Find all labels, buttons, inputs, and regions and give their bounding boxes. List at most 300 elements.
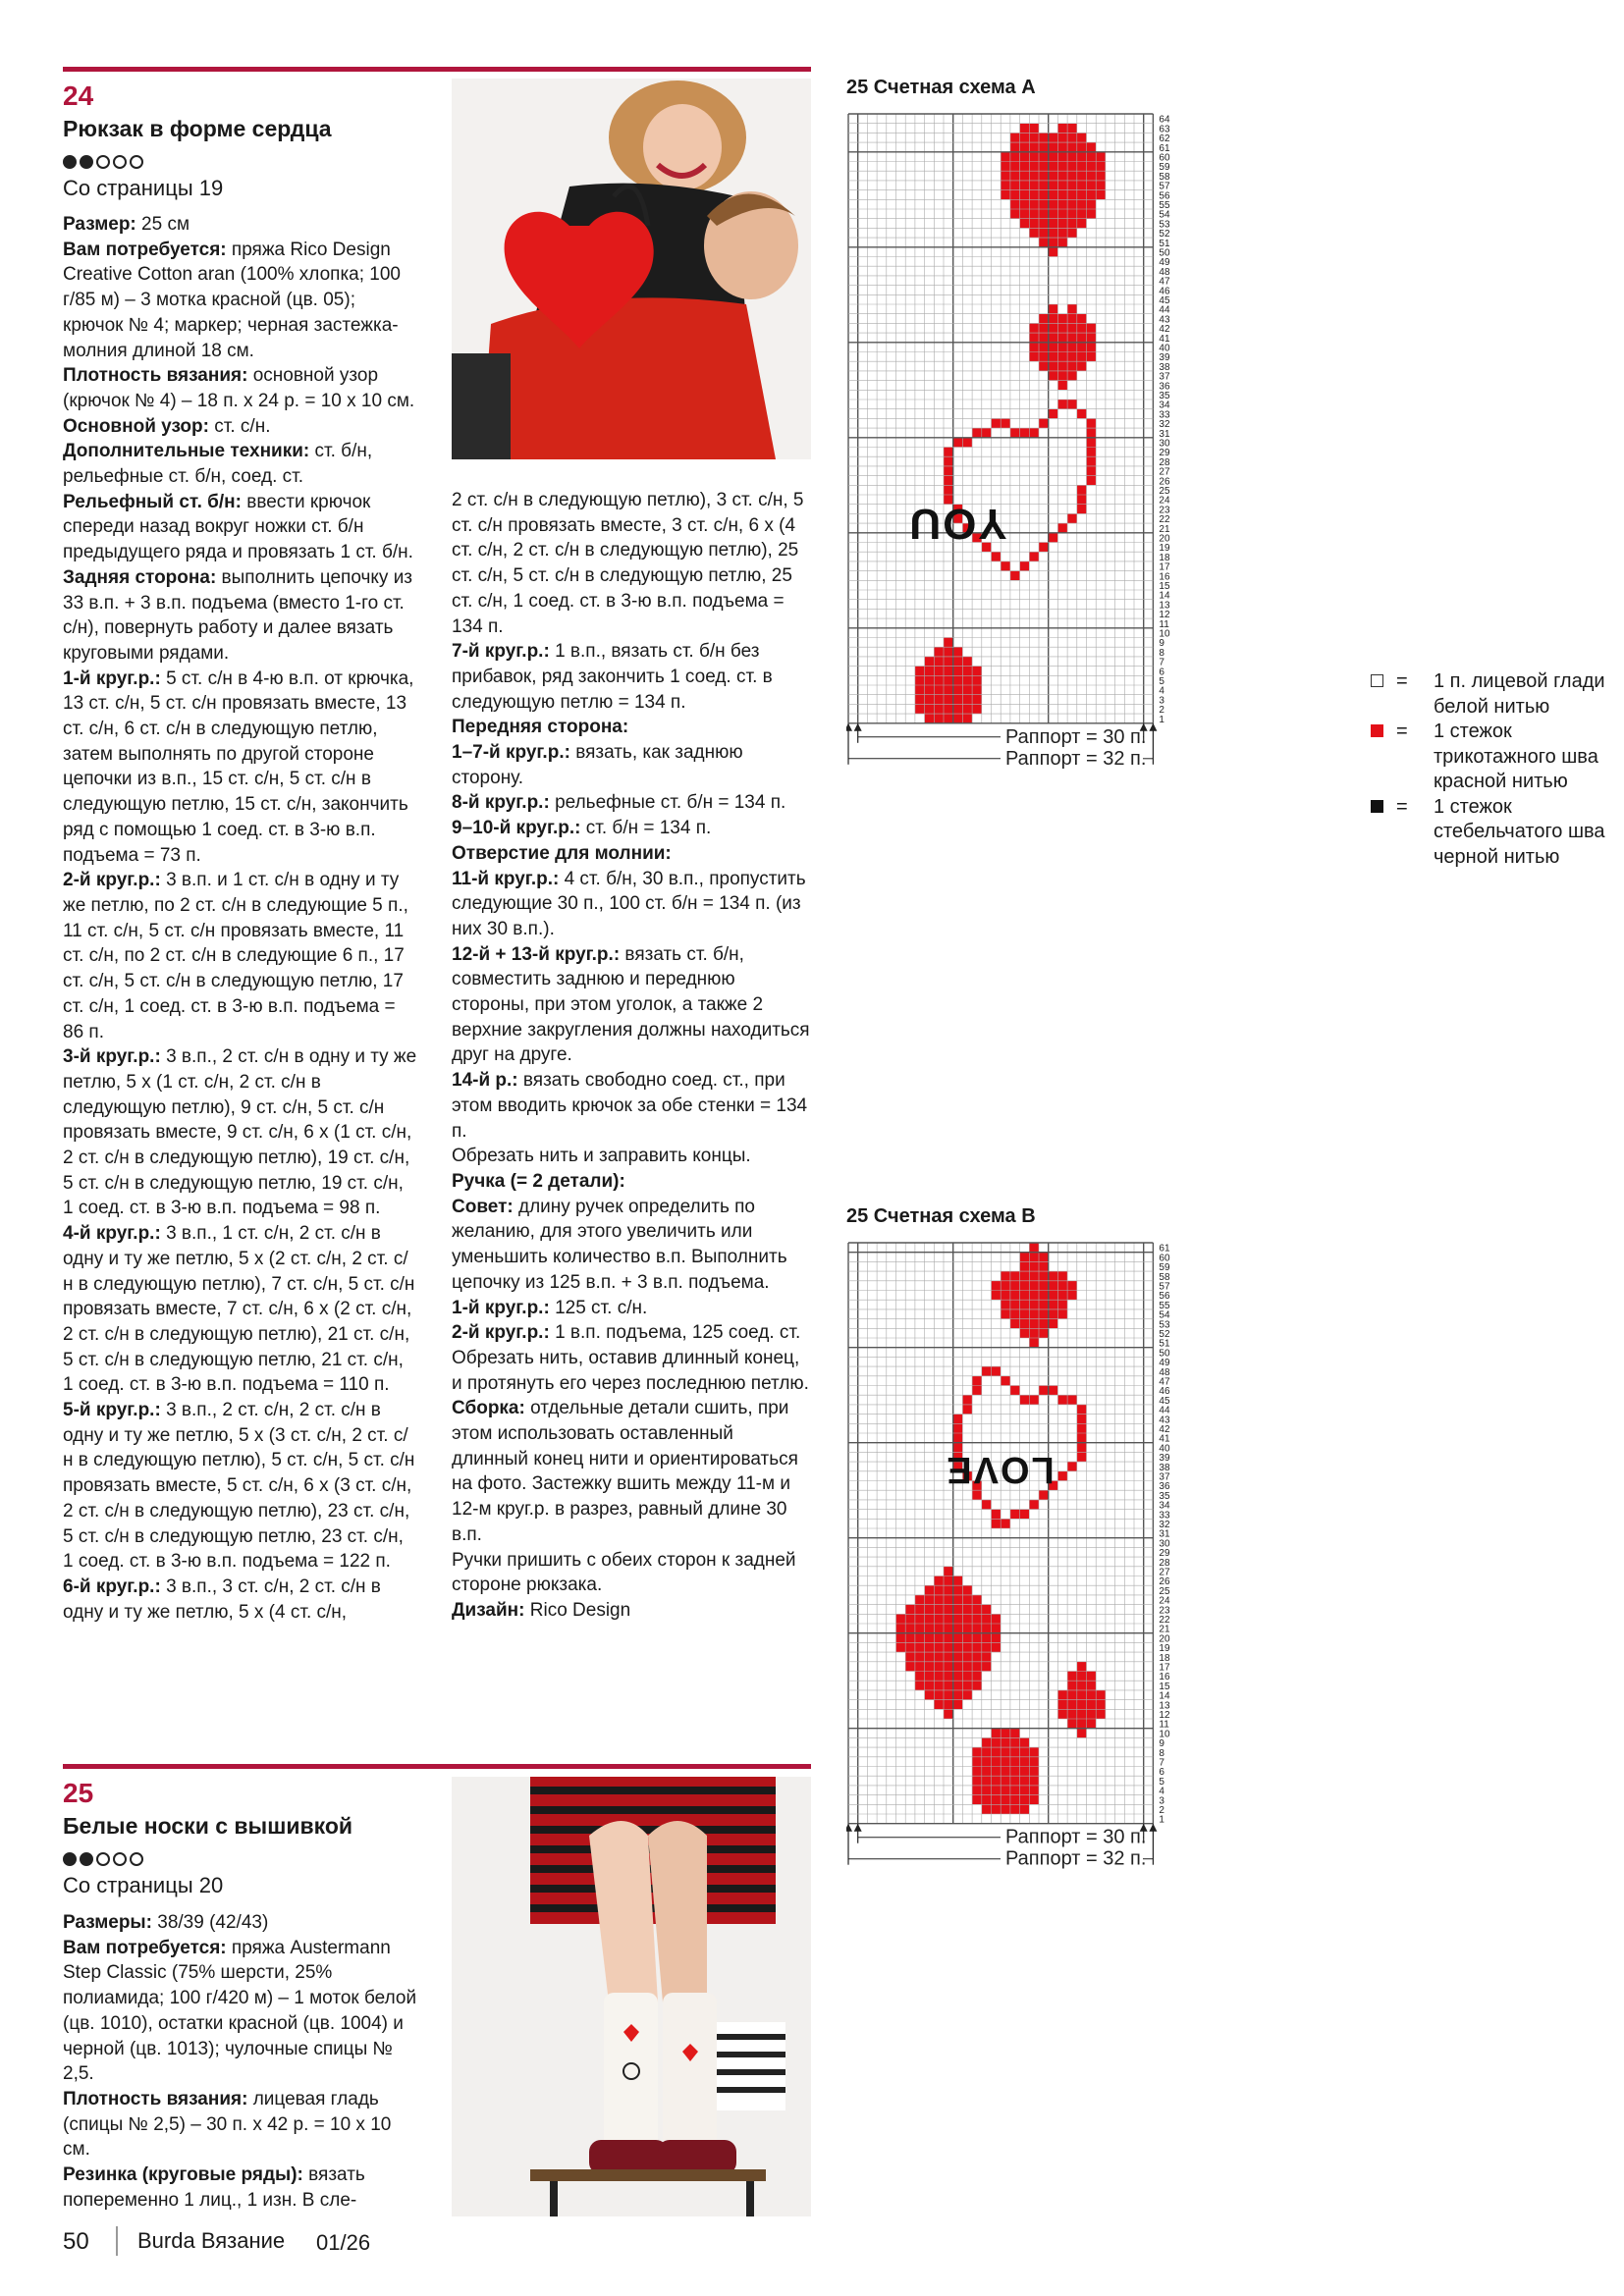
page-number: 50 <box>63 2228 89 2255</box>
chart-cell <box>1067 343 1077 352</box>
row-number: 32 <box>1159 419 1170 431</box>
chart-cell <box>992 1729 1001 1738</box>
instruction-paragraph: Задняя сторона: выполнить цепочку из 33 в.п. + 3 в.п. подъема (вместо 1-го ст. с/н), повернуть работу и далее вязать круговыми рядами. <box>63 566 413 664</box>
chart-cell <box>1049 343 1058 352</box>
chart-cell <box>1049 304 1058 314</box>
chart-cell <box>934 1662 944 1672</box>
chart-cell <box>1087 162 1097 172</box>
chart-cell <box>1049 133 1058 142</box>
chart-cell <box>972 675 982 685</box>
chart-cell <box>915 1642 925 1652</box>
chart-cell <box>1029 1786 1039 1795</box>
chart-cell <box>925 1652 935 1662</box>
instructions-24-col2 <box>452 488 811 1624</box>
chart-cell <box>1039 1261 1049 1271</box>
chart-word: LOVE <box>945 1449 1055 1490</box>
chart-cell <box>1029 1281 1039 1291</box>
chart-cell <box>944 476 953 486</box>
row-number: 31 <box>1159 428 1170 440</box>
chart-cell <box>1001 1804 1010 1814</box>
row-number: 48 <box>1159 266 1170 278</box>
chart-cell <box>905 1642 915 1652</box>
chart-cell <box>982 1366 992 1376</box>
row-number: 36 <box>1159 1481 1170 1493</box>
rapport-30-label: Раппорт = 30 п. <box>1005 1826 1147 1848</box>
chart-cell <box>944 1700 953 1710</box>
row-number: 29 <box>1159 1548 1170 1560</box>
chart-cell <box>944 667 953 676</box>
chart-cell <box>1020 1309 1030 1319</box>
chart-cell <box>953 1595 963 1605</box>
row-number: 31 <box>1159 1528 1170 1540</box>
chart-cell <box>934 1652 944 1662</box>
chart-cell <box>1077 133 1087 142</box>
chart-cell <box>934 714 944 723</box>
chart-cell <box>1010 1386 1020 1396</box>
chart-cell <box>925 1585 935 1595</box>
chart-cell <box>972 1605 982 1615</box>
chart-cell <box>1057 1291 1067 1301</box>
row-number: 59 <box>1159 1262 1170 1274</box>
chart-cell <box>1049 209 1058 219</box>
chart-cell <box>1029 343 1039 352</box>
instruction-paragraph: 14-й р.: вязать свободно соед. ст., при этом вводить крючок за обе стенки = 134 п. <box>452 1070 808 1142</box>
instruction-paragraph: Основной узор: ст. с/н. <box>63 415 271 437</box>
chart-cell <box>982 1737 992 1747</box>
chart-cell <box>1020 1291 1030 1301</box>
instruction-paragraph: Обрезать нить, оставив длинный конец, и протянуть его через последнюю петлю. <box>452 1347 809 1394</box>
chart-cell <box>925 657 935 667</box>
chart-cell <box>962 1585 972 1595</box>
chart-cell <box>1039 152 1049 162</box>
chart-cell <box>1067 142 1077 152</box>
chart-cell <box>953 675 963 685</box>
chart-cell <box>1020 1795 1030 1805</box>
chart-cell <box>972 695 982 705</box>
row-number: 10 <box>1159 1729 1170 1740</box>
chart-cell <box>1049 1291 1058 1301</box>
chart-cell <box>944 1576 953 1586</box>
chart-cell <box>1049 228 1058 238</box>
chart-cell <box>1067 323 1077 333</box>
instruction-paragraph: 7-й круг.р.: 1 в.п., вязать ст. б/н без прибавок, ряд закончить 1 соед. ст. в следующую петлю = 134 п. <box>452 641 773 713</box>
chart-cell <box>953 1700 963 1710</box>
chart-cell <box>925 1624 935 1633</box>
chart-cell <box>1077 1729 1087 1738</box>
chart-cell <box>992 1747 1001 1757</box>
row-number: 57 <box>1159 181 1170 192</box>
chart-cell <box>915 1633 925 1643</box>
chart-cell <box>1057 124 1067 133</box>
row-number: 9 <box>1159 638 1164 650</box>
instruction-paragraph: Плотность вязания: лицевая гладь (спицы № 2,5) – 30 п. х 42 р. = 10 х 10 см. <box>63 2088 392 2161</box>
chart-cell <box>944 1633 953 1643</box>
row-number: 5 <box>1159 1776 1164 1788</box>
chart-cell <box>982 1605 992 1615</box>
row-number: 45 <box>1159 295 1170 306</box>
instruction-paragraph: Дизайн: Rico Design <box>452 1599 631 1621</box>
chart-cell <box>962 1605 972 1615</box>
chart-cell <box>1057 1471 1067 1481</box>
chart-cell <box>934 1700 944 1710</box>
chart-cell <box>1020 209 1030 219</box>
chart-cell <box>934 1585 944 1595</box>
chart-cell <box>1001 171 1010 181</box>
project-title-25: Белые носки с вышивкой <box>63 1813 353 1839</box>
chart-cell <box>1020 152 1030 162</box>
row-number: 27 <box>1159 466 1170 478</box>
chart-cell <box>1039 1253 1049 1262</box>
chart-cell <box>1001 1271 1010 1281</box>
chart-cell <box>1020 1328 1030 1338</box>
legend-item-black: = 1 стежок стебельчатого шва черной нитью <box>1371 795 1606 871</box>
row-number: 9 <box>1159 1738 1164 1750</box>
chart-cell <box>1049 361 1058 371</box>
chart-cell <box>1020 428 1030 438</box>
chart-cell <box>915 667 925 676</box>
chart-cell <box>1049 1309 1058 1319</box>
chart-cell <box>925 1605 935 1615</box>
chart-cell <box>1010 199 1020 209</box>
chart-cell <box>992 1776 1001 1786</box>
section-rule-25 <box>63 1764 811 1769</box>
chart-cell <box>972 428 982 438</box>
chart-cell <box>1049 1300 1058 1309</box>
chart-cell <box>925 1662 935 1672</box>
chart-cell <box>953 1652 963 1662</box>
row-number: 54 <box>1159 209 1170 221</box>
chart-cell <box>992 1786 1001 1795</box>
chart-cell <box>905 1652 915 1662</box>
chart-cell <box>1010 1767 1020 1777</box>
chart-cell <box>1057 142 1067 152</box>
row-number: 35 <box>1159 391 1170 401</box>
row-number: 20 <box>1159 1633 1170 1645</box>
chart-cell <box>934 1681 944 1690</box>
chart-cell <box>1057 323 1067 333</box>
chart-cell <box>925 1672 935 1682</box>
difficulty-dots-24 <box>63 152 146 175</box>
chart-cell <box>962 1595 972 1605</box>
chart-cell <box>944 695 953 705</box>
instruction-paragraph: Сборка: отдельные детали сшить, при этом использовать оставленный длинный конец нити и ориентироваться на фото. Застежку вшить между 11-м и 12-м круг.р. в разрез, равный длине 30 в.п. <box>452 1398 798 1545</box>
instruction-paragraph: 8-й круг.р.: рельефные ст. б/н = 134 п. <box>452 792 786 814</box>
chart-cell <box>896 1624 906 1633</box>
row-number: 37 <box>1159 1471 1170 1483</box>
chart-cell <box>953 667 963 676</box>
chart-cell <box>953 1433 963 1443</box>
chart-cell <box>1077 1690 1087 1700</box>
chart-cell <box>1039 343 1049 352</box>
chart-cell <box>1077 1662 1087 1672</box>
chart-cell <box>1029 1395 1039 1405</box>
chart-schema-a <box>846 110 1357 1150</box>
chart-cell <box>944 657 953 667</box>
chart-cell <box>934 1642 944 1652</box>
chart-cell <box>1049 371 1058 381</box>
chart-cell <box>962 438 972 448</box>
row-number: 2 <box>1159 1805 1164 1816</box>
row-number: 14 <box>1159 590 1170 602</box>
chart-cell <box>934 685 944 695</box>
row-number: 21 <box>1159 523 1170 535</box>
instruction-paragraph: Вам потребуется: пряжа Rico Design Creative Cotton aran (100% хлопка; 100 г/85 м) – 3 мотка красной (цв. 05); крючок № 4; маркер; черная застежка-молния длиной 18 см. <box>63 239 402 361</box>
chart-cell <box>1010 1786 1020 1795</box>
chart-cell <box>934 1624 944 1633</box>
chart-cell <box>992 1804 1001 1814</box>
chart-cell <box>962 1614 972 1624</box>
chart-cell <box>944 1690 953 1700</box>
chart-cell <box>1039 352 1049 362</box>
chart-cell <box>1029 219 1039 229</box>
chart-cell <box>915 1681 925 1690</box>
chart-cell <box>1001 418 1010 428</box>
chart-cell <box>896 1642 906 1652</box>
row-number: 46 <box>1159 286 1170 297</box>
chart-cell <box>982 1633 992 1643</box>
instruction-paragraph: Размеры: 38/39 (42/43) <box>63 1912 269 1933</box>
chart-cell <box>915 685 925 695</box>
row-number: 28 <box>1159 456 1170 468</box>
chart-cell <box>953 1614 963 1624</box>
chart-cell <box>1001 1795 1010 1805</box>
chart-cell <box>1057 1395 1067 1405</box>
chart-cell <box>982 1642 992 1652</box>
row-number: 38 <box>1159 1462 1170 1473</box>
chart-cell <box>915 1624 925 1633</box>
chart-cell <box>905 1614 915 1624</box>
row-number: 19 <box>1159 1643 1170 1655</box>
chart-cell <box>1077 361 1087 371</box>
chart-cell <box>1029 1795 1039 1805</box>
chart-cell <box>934 667 944 676</box>
row-number: 50 <box>1159 247 1170 259</box>
chart-cell <box>1010 142 1020 152</box>
rapport-32-label: Раппорт = 32 п. <box>1005 1847 1147 1870</box>
chart-cell <box>1096 190 1106 200</box>
instruction-paragraph: 5-й круг.р.: 3 в.п., 2 ст. с/н, 2 ст. с/н в одну и ту же петлю, 5 х (3 ст. с/н, 2 ст. с/н в следующую петлю), 5 ст. с/н, 5 ст. с/н провязать вместе, 5 ст. с/н, 6 х (3 ст. с/н, 2 ст. с/н в следующую петлю), 23 ст. с/н, 5 ст. с/н в следующую петлю, 23 ст. с/н, 1 соед. ст. в 3-ю в.п. подъема = 122 п. <box>63 1400 415 1573</box>
project-title-24: Рюкзак в форме сердца <box>63 116 332 141</box>
chart-cell <box>1010 171 1020 181</box>
chart-cell <box>1057 361 1067 371</box>
row-number: 3 <box>1159 695 1164 707</box>
row-number: 37 <box>1159 371 1170 383</box>
chart-cell <box>992 1767 1001 1777</box>
row-number: 50 <box>1159 1348 1170 1360</box>
chart-cell <box>1049 1319 1058 1329</box>
chart-cell <box>934 1595 944 1605</box>
chart-cell <box>1029 209 1039 219</box>
chart-cell <box>1039 1309 1049 1319</box>
chart-cell <box>1096 1700 1106 1710</box>
chart-cell <box>1020 1510 1030 1520</box>
chart-cell <box>1029 171 1039 181</box>
chart-cell <box>1010 1291 1020 1301</box>
chart-cell <box>1067 219 1077 229</box>
chart-cell <box>1029 133 1039 142</box>
chart-cell <box>1067 190 1077 200</box>
chart-cell <box>1020 561 1030 571</box>
chart-cell <box>1087 171 1097 181</box>
chart-cell <box>1029 1309 1039 1319</box>
chart-cell <box>1001 1281 1010 1291</box>
row-number: 16 <box>1159 1672 1170 1683</box>
row-number: 1 <box>1159 714 1164 725</box>
row-number: 6 <box>1159 1767 1164 1779</box>
row-number: 7 <box>1159 1757 1164 1769</box>
chart-cell <box>915 695 925 705</box>
chart-cell <box>972 1633 982 1643</box>
row-number: 11 <box>1159 618 1169 630</box>
chart-cell <box>1020 171 1030 181</box>
chart-cell <box>1029 162 1039 172</box>
row-number: 16 <box>1159 571 1170 583</box>
chart-cell <box>1087 152 1097 162</box>
chart-cell <box>1020 142 1030 152</box>
chart-cell <box>905 1624 915 1633</box>
chart-cell <box>992 552 1001 561</box>
chart-cell <box>982 1614 992 1624</box>
chart-cell <box>905 1633 915 1643</box>
chart-cell <box>1077 333 1087 343</box>
chart-cell <box>1087 333 1097 343</box>
row-number: 18 <box>1159 552 1170 563</box>
chart-cell <box>1001 181 1010 190</box>
chart-cell <box>1010 1281 1020 1291</box>
chart-cell <box>1067 181 1077 190</box>
chart-cell <box>1087 323 1097 333</box>
chart-cell <box>972 1614 982 1624</box>
photo-backpack <box>452 79 811 459</box>
legend-item-red: = 1 стежок трикотажного шва красной нитью <box>1371 720 1606 795</box>
chart-cell <box>1039 181 1049 190</box>
chart-cell <box>1049 181 1058 190</box>
chart-cell <box>944 704 953 714</box>
chart-cell <box>1029 1767 1039 1777</box>
chart-cell <box>972 1681 982 1690</box>
chart-cell <box>1067 1281 1077 1291</box>
chart-cell <box>944 714 953 723</box>
chart-cell <box>1010 1271 1020 1281</box>
chart-cell <box>944 1567 953 1576</box>
chart-cell <box>1087 448 1097 457</box>
chart-cell <box>953 1633 963 1643</box>
chart-cell <box>1057 352 1067 362</box>
chart-cell <box>1057 1281 1067 1291</box>
chart-cell <box>1020 181 1030 190</box>
row-number: 20 <box>1159 533 1170 545</box>
chart-cell <box>925 1690 935 1700</box>
row-number: 12 <box>1159 610 1170 621</box>
chart-cell <box>925 695 935 705</box>
row-number: 15 <box>1159 1681 1170 1692</box>
chart-cell <box>972 1776 982 1786</box>
chart-cell <box>972 1786 982 1795</box>
chart-cell <box>1020 1271 1030 1281</box>
row-number: 44 <box>1159 1405 1170 1416</box>
row-number: 22 <box>1159 514 1170 526</box>
row-number: 17 <box>1159 1662 1170 1674</box>
chart-cell <box>1029 1338 1039 1348</box>
chart-cell <box>1010 1795 1020 1805</box>
chart-cell <box>1077 314 1087 324</box>
chart-cell <box>1077 190 1087 200</box>
chart-cell <box>925 1614 935 1624</box>
instruction-paragraph: Ручка (= 2 детали): <box>452 1170 625 1192</box>
chart-cell <box>1029 228 1039 238</box>
row-number: 28 <box>1159 1557 1170 1569</box>
project-number-25: 25 <box>63 1778 94 1808</box>
chart-cell <box>1020 219 1030 229</box>
chart-cell <box>962 667 972 676</box>
chart-cell <box>982 1786 992 1795</box>
chart-cell <box>1067 333 1077 343</box>
chart-cell <box>1077 1433 1087 1443</box>
chart-cell <box>1029 1747 1039 1757</box>
chart-cell <box>1057 1690 1067 1700</box>
instruction-paragraph: 1-й круг.р.: 5 ст. с/н в 4-ю в.п. от крючка, 13 ст. с/н, 5 ст. с/н провязать вместе, 13 ст. с/н, 6 ст. с/н в следующую петлю, затем выполнять по другой стороне цепочки из в.п., 15 ст. с/н, 5 ст. с/н в следующую петлю, 15 ст. с/н, закончить ряд с помощью 1 соед. ст. в 3-ю в.п. подъема = 73 п. <box>63 667 414 866</box>
chart-cell <box>992 1519 1001 1528</box>
chart-cell <box>1057 238 1067 247</box>
chart-cell <box>1001 561 1010 571</box>
chart-cell <box>1010 181 1020 190</box>
chart-cell <box>1029 190 1039 200</box>
chart-cell <box>1057 162 1067 172</box>
chart-cell <box>905 1605 915 1615</box>
chart-cell <box>982 1776 992 1786</box>
from-page-24: Со страницы 19 <box>63 176 224 200</box>
black-square-icon <box>1371 800 1383 813</box>
chart-cell <box>1029 142 1039 152</box>
chart-cell <box>1020 1737 1030 1747</box>
chart-cell <box>953 1672 963 1682</box>
chart-cell <box>1010 1309 1020 1319</box>
chart-cell <box>953 1576 963 1586</box>
chart-cell <box>1020 124 1030 133</box>
chart-cell <box>1020 1261 1030 1271</box>
chart-cell <box>1057 171 1067 181</box>
row-number: 6 <box>1159 667 1164 678</box>
chart-cell <box>944 485 953 495</box>
chart-cell <box>1077 152 1087 162</box>
chart-cell <box>1039 142 1049 152</box>
chart-cell <box>925 714 935 723</box>
chart-cell <box>934 1690 944 1700</box>
chart-cell <box>1077 1423 1087 1433</box>
chart-cell <box>962 1690 972 1700</box>
chart-cell <box>1077 495 1087 505</box>
chart-cell <box>1087 181 1097 190</box>
row-number: 57 <box>1159 1281 1170 1293</box>
chart-cell <box>925 1633 935 1643</box>
chart-cell <box>1049 333 1058 343</box>
instruction-paragraph: 1–7-й круг.р.: вязать, как заднюю сторону. <box>452 742 743 788</box>
chart-cell <box>1057 371 1067 381</box>
row-number: 48 <box>1159 1366 1170 1378</box>
chart-cell <box>1067 1690 1077 1700</box>
chart-cell <box>1029 1776 1039 1786</box>
chart-cell <box>944 1614 953 1624</box>
chart-cell <box>925 667 935 676</box>
chart-cell <box>992 418 1001 428</box>
chart-cell <box>1039 314 1049 324</box>
row-number: 51 <box>1159 1338 1170 1350</box>
chart-cell <box>962 1624 972 1633</box>
chart-cell <box>1001 1767 1010 1777</box>
chart-cell <box>1001 1519 1010 1528</box>
chart-cell <box>1039 209 1049 219</box>
row-number: 58 <box>1159 1271 1170 1283</box>
